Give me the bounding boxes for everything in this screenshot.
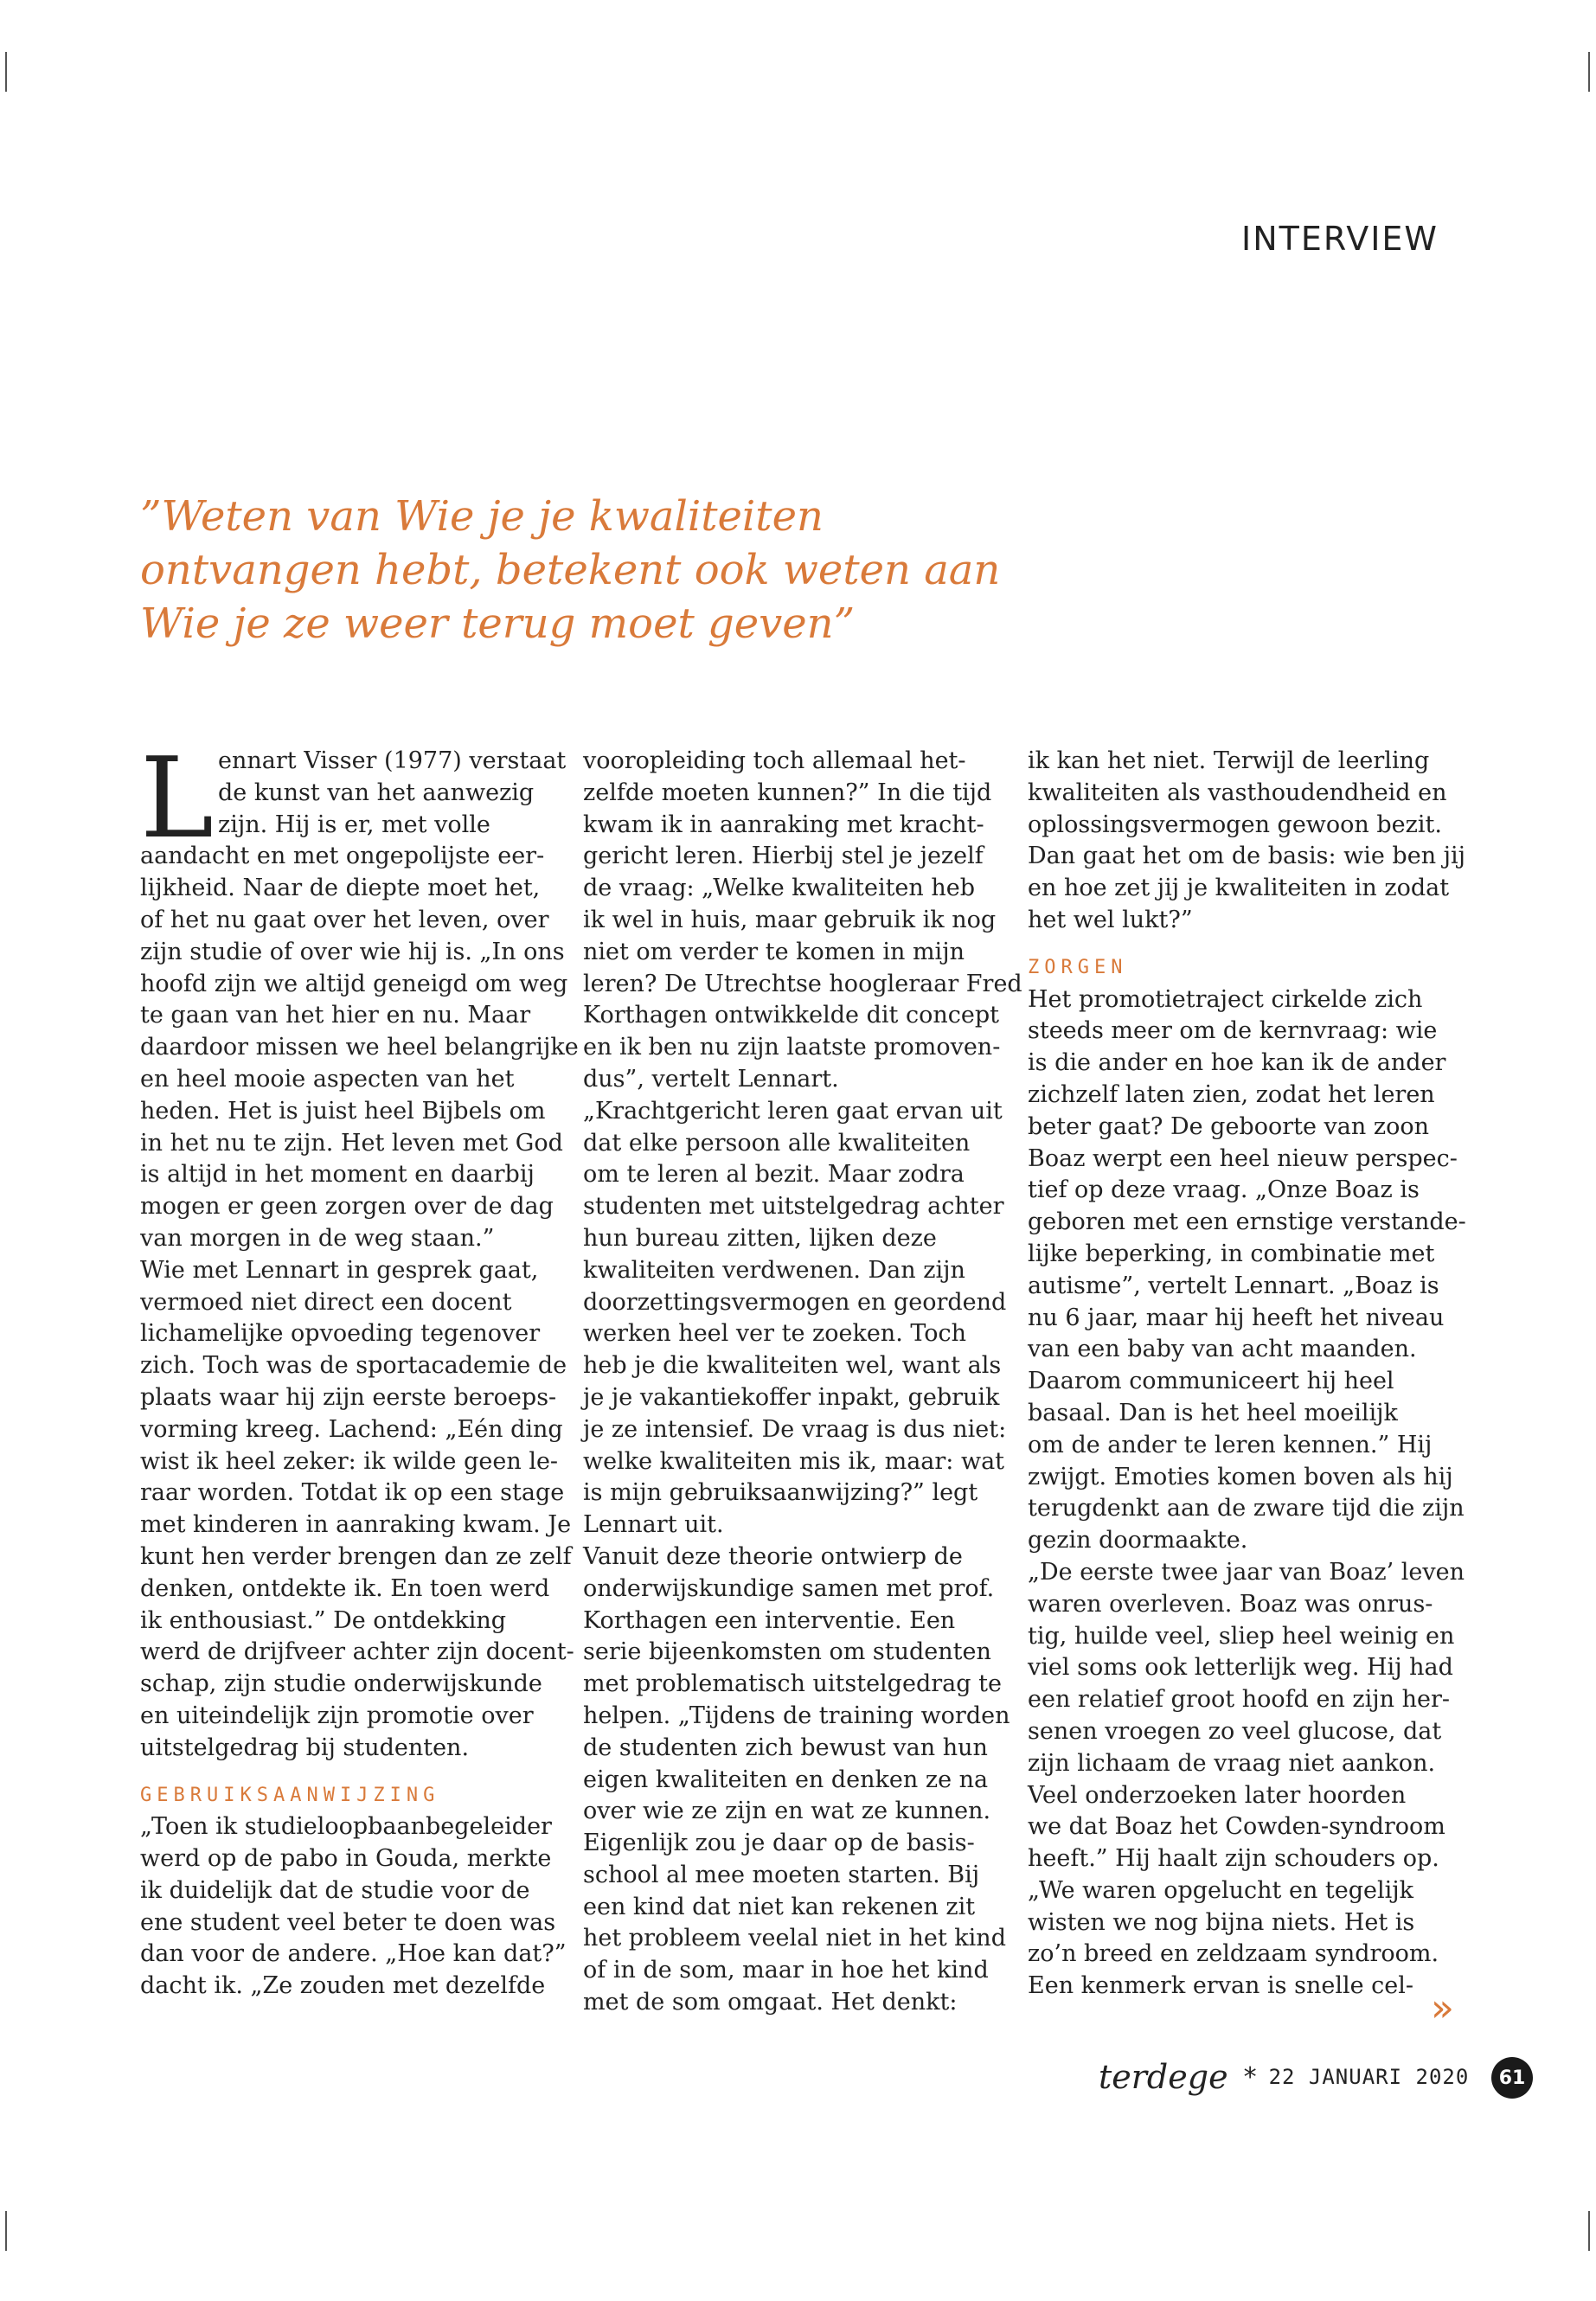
text-line: denken, ontdekte ik. En toen werd xyxy=(140,1574,550,1602)
text-line: tief op deze vraag. „Onze Boaz is xyxy=(1028,1176,1420,1204)
text-line: lijkheid. Naar de diepte moet het, xyxy=(140,875,541,902)
text-line: kwam ik in aanraking met kracht- xyxy=(583,811,984,838)
text-line: Vanuit deze theorie ontwierp de xyxy=(583,1542,963,1570)
text-line: zo’n breed en zeldzaam syndroom. xyxy=(1028,1940,1439,1968)
text-line: het probleem veelal niet in het kind xyxy=(583,1925,1006,1952)
text-line: ik kan het niet. Terwijl de leerling xyxy=(1028,747,1430,774)
text-line: Veel onderzoeken later hoorden xyxy=(1028,1781,1407,1809)
text-line: „Krachtgericht leren gaat ervan uit xyxy=(583,1097,1003,1125)
text-line: vermoed niet direct een docent xyxy=(140,1288,512,1316)
text-line: ene student veel beter te doen was xyxy=(140,1908,556,1936)
text-line: zijn. Hij is er, met volle xyxy=(218,811,490,838)
text-line: om de ander te leren kennen.” Hij xyxy=(1028,1431,1433,1458)
text-line: wist ik heel zeker: ik wilde geen le- xyxy=(140,1447,559,1475)
page-number: 61 xyxy=(1491,2057,1533,2099)
text-line: Het promotietraject cirkelde zich xyxy=(1028,985,1423,1013)
text-line: oplossingsvermogen gewoon bezit. xyxy=(1028,811,1442,838)
text-line: beter gaat? De geboorte van zoon xyxy=(1028,1112,1429,1140)
text-line: waren overleven. Boaz was onrus- xyxy=(1028,1590,1433,1618)
text-line: ik wel in huis, maar gebruik ik nog xyxy=(583,906,997,933)
text-line: Eigenlijk zou je daar op de basis- xyxy=(583,1830,975,1857)
crop-mark-top-right xyxy=(1588,52,1590,92)
text-line: met problematisch uitstelgedrag te xyxy=(583,1670,1002,1698)
text-line: de vraag: „Welke kwaliteiten heb xyxy=(583,875,976,902)
text-line: aandacht en met ongepolijste eer- xyxy=(140,843,545,870)
text-line: Korthagen ontwikkelde dit concept xyxy=(583,1002,999,1029)
text-line: zijn studie of over wie hij is. „In ons xyxy=(140,938,565,965)
text-line: is die ander en hoe kan ik de ander xyxy=(1028,1049,1446,1077)
text-line: dus”, vertelt Lennart. xyxy=(583,1065,839,1093)
text-line: zichzelf laten zien, zodat het leren xyxy=(1028,1080,1435,1108)
text-line: „Toen ik studieloopbaanbegeleider xyxy=(140,1813,552,1841)
text-line: gericht leren. Hierbij stel je jezelf xyxy=(583,843,984,870)
text-line: een kind dat niet kan rekenen zit xyxy=(583,1893,976,1920)
text-line: daardoor missen we heel belangrijke xyxy=(140,1034,579,1061)
text-line: plaats waar hij zijn eerste beroeps- xyxy=(140,1383,557,1411)
text-line: de studenten zich bewust van hun xyxy=(583,1734,988,1761)
text-line: kunt hen verder brengen dan ze zelf xyxy=(140,1542,572,1570)
text-line: zelfde moeten kunnen?” In die tijd xyxy=(583,779,992,806)
text-line: serie bijeenkomsten om studenten xyxy=(583,1638,991,1666)
text-line: het wel lukt?” xyxy=(1028,906,1193,933)
text-line: vooropleiding toch allemaal het- xyxy=(583,747,966,774)
text-line: met kinderen in aanraking kwam. Je xyxy=(140,1511,572,1539)
text-line: steeds meer om de kernvraag: wie xyxy=(1028,1017,1438,1045)
text-line: viel soms ook letterlijk weg. Hij had xyxy=(1028,1654,1453,1682)
text-line: raar worden. Totdat ik op een stage xyxy=(140,1479,565,1507)
text-line: senen vroegen zo veel glucose, dat xyxy=(1028,1717,1442,1745)
text-line: onderwijskundige samen met prof. xyxy=(583,1574,995,1602)
text-line: Boaz werpt een heel nieuw perspec- xyxy=(1028,1144,1458,1172)
text-line: dan voor de andere. „Hoe kan dat?” xyxy=(140,1940,567,1968)
drop-cap: L xyxy=(140,734,214,863)
text-line: doorzettingsvermogen en geordend xyxy=(583,1288,1007,1316)
text-line: Lennart uit. xyxy=(583,1511,724,1539)
pull-quote-line: ”Weten van Wie je je kwaliteiten xyxy=(140,492,824,541)
text-line: je ze intensief. De vraag is dus niet: xyxy=(583,1415,1007,1443)
text-line: zich. Toch was de sportacademie de xyxy=(140,1352,567,1380)
text-line: je je vakantiekoffer inpakt, gebruik xyxy=(583,1383,1000,1411)
text-line: lichamelijke opvoeding tegenover xyxy=(140,1320,541,1348)
text-line: tig, huilde veel, sliep heel weinig en xyxy=(1028,1622,1455,1650)
pull-quote xyxy=(140,490,1005,651)
separator-star-icon: * xyxy=(1243,2061,1257,2093)
text-line: in het nu te zijn. Het leven met God xyxy=(140,1129,563,1157)
text-line: „De eerste twee jaar van Boaz’ leven xyxy=(1028,1558,1465,1586)
text-line: school al mee moeten starten. Bij xyxy=(583,1861,980,1888)
text-line: welke kwaliteiten mis ik, maar: wat xyxy=(583,1447,1005,1475)
text-line: heb je die kwaliteiten wel, want als xyxy=(583,1352,1002,1380)
crop-mark-bottom-left xyxy=(5,2211,7,2251)
text-line: Korthagen een interventie. Een xyxy=(583,1606,956,1634)
text-line: dacht ik. „Ze zouden met dezelfde xyxy=(140,1972,546,2000)
text-line: Dan gaat het om de basis: wie ben jij xyxy=(1028,843,1466,870)
section-subhead: ZORGEN xyxy=(1028,956,1128,978)
text-line: kwaliteiten als vasthoudendheid en xyxy=(1028,779,1447,806)
text-line: ik enthousiast.” De ontdekking xyxy=(140,1606,507,1634)
text-line: en uiteindelijk zijn promotie over xyxy=(140,1702,534,1729)
text-line: heeft.” Hij haalt zijn schouders op. xyxy=(1028,1845,1439,1873)
text-line: te gaan van het hier en nu. Maar xyxy=(140,1002,531,1029)
text-line: of in de som, maar in hoe het kind xyxy=(583,1957,989,1984)
text-line: terugdenkt aan de zware tijd die zijn xyxy=(1028,1495,1465,1522)
text-line: is mijn gebruiksaanwijzing?” legt xyxy=(583,1479,978,1507)
text-line: Daarom communiceert hij heel xyxy=(1028,1368,1394,1395)
article-column-2 xyxy=(583,746,1022,2019)
text-line: wisten we nog bijna niets. Het is xyxy=(1028,1908,1415,1936)
text-line: om te leren al bezit. Maar zodra xyxy=(583,1161,965,1189)
text-line: niet om verder te komen in mijn xyxy=(583,938,965,965)
text-line: hoofd zijn we altijd geneigd om weg xyxy=(140,970,568,997)
text-line: „We waren opgelucht en tegelijk xyxy=(1028,1876,1414,1904)
text-line: of het nu gaat over het leven, over xyxy=(140,906,549,933)
text-line: mogen er geen zorgen over de dag xyxy=(140,1193,554,1221)
continue-arrow-icon: » xyxy=(1431,1986,1454,2030)
text-line: basaal. Dan is het heel moeilijk xyxy=(1028,1399,1398,1426)
text-line: en heel mooie aspecten van het xyxy=(140,1065,515,1093)
text-line: zijn lichaam de vraag niet aankon. xyxy=(1028,1749,1436,1777)
crop-mark-bottom-right xyxy=(1588,2211,1590,2251)
text-line: dat elke persoon alle kwaliteiten xyxy=(583,1129,971,1157)
text-line: schap, zijn studie onderwijskunde xyxy=(140,1670,542,1698)
text-line: heden. Het is juist heel Bijbels om xyxy=(140,1097,546,1125)
text-line: we dat Boaz het Cowden-syndroom xyxy=(1028,1813,1445,1841)
text-line: werd op de pabo in Gouda, merkte xyxy=(140,1845,552,1873)
text-line: uitstelgedrag bij studenten. xyxy=(140,1734,470,1761)
section-label: INTERVIEW xyxy=(1241,220,1439,258)
text-line: leren? De Utrechtse hoogleraar Fred xyxy=(583,970,1022,997)
pull-quote-line: ontvangen hebt, betekent ook weten aan xyxy=(140,546,1001,594)
pull-quote-line: Wie je ze weer terug moet geven” xyxy=(140,599,856,648)
text-line: geboren met een ernstige verstande- xyxy=(1028,1208,1466,1236)
text-line: de kunst van het aanwezig xyxy=(218,779,535,806)
text-line: ik duidelijk dat de studie voor de xyxy=(140,1876,530,1904)
text-line: eigen kwaliteiten en denken ze na xyxy=(583,1766,989,1793)
article-column-3 xyxy=(1028,746,1466,2003)
text-line: met de som omgaat. Het denkt: xyxy=(583,1989,958,2016)
text-line: studenten met uitstelgedrag achter xyxy=(583,1193,1004,1221)
issue-date: 22 JANUARI 2020 xyxy=(1268,2065,1470,2089)
text-line: Wie met Lennart in gesprek gaat, xyxy=(140,1256,539,1284)
text-line: van morgen in de weg staan.” xyxy=(140,1224,495,1252)
text-line: nu 6 jaar, maar hij heeft het niveau xyxy=(1028,1304,1445,1331)
text-line: hun bureau zitten, lijken deze xyxy=(583,1224,937,1252)
text-line: autisme”, vertelt Lennart. „Boaz is xyxy=(1028,1272,1439,1299)
text-line: van een baby van acht maanden. xyxy=(1028,1336,1417,1363)
text-line: gezin doormaakte. xyxy=(1028,1527,1248,1554)
crop-mark-top-left xyxy=(5,52,7,92)
text-line: lijke beperking, in combinatie met xyxy=(1028,1240,1435,1267)
text-line: is altijd in het moment en daarbij xyxy=(140,1161,535,1189)
text-line: en ik ben nu zijn laatste promoven- xyxy=(583,1034,1001,1061)
text-line: werken heel ver te zoeken. Toch xyxy=(583,1320,967,1348)
section-subhead: GEBRUIKSAANWIJZING xyxy=(140,1784,440,1806)
text-line: vorming kreeg. Lachend: „Eén ding xyxy=(140,1415,563,1443)
footer xyxy=(1099,2055,1469,2099)
text-line: helpen. „Tijdens de training worden xyxy=(583,1702,1010,1729)
text-line: kwaliteiten verdwenen. Dan zijn xyxy=(583,1256,965,1284)
text-line: een relatief groot hoofd en zijn her- xyxy=(1028,1686,1451,1714)
text-line: werd de drijfveer achter zijn docent- xyxy=(140,1638,574,1666)
text-line: ennart Visser (1977) verstaat xyxy=(218,747,567,774)
text-line: over wie ze zijn en wat ze kunnen. xyxy=(583,1798,991,1825)
magazine-brand: terdege xyxy=(1099,2058,1228,2096)
text-line: zwijgt. Emoties komen boven als hij xyxy=(1028,1463,1453,1490)
article-column-1 xyxy=(140,734,579,2003)
text-line: en hoe zet jij je kwaliteiten in zodat xyxy=(1028,875,1450,902)
text-line: Een kenmerk ervan is snelle cel- xyxy=(1028,1972,1414,2000)
